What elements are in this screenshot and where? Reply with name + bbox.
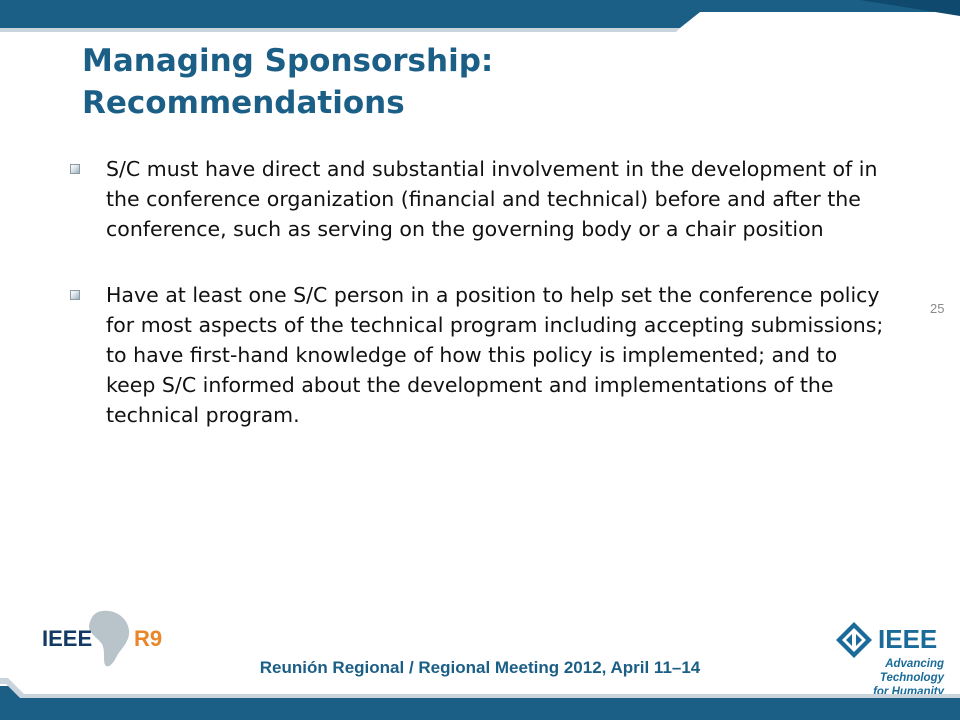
top-header-band	[0, 0, 960, 36]
ieee-wordmark: IEEE	[878, 624, 938, 654]
slide-number: 25	[930, 301, 945, 316]
bullet-list	[70, 154, 890, 466]
ieee-tagline-line-1: Advancing Technology	[879, 658, 944, 684]
bullet-text-1: S/C must have direct and substantial involvement in the development of in the conference organization (financial and technical) before and after the conference, such as serving on the governing body or a chair position	[106, 157, 878, 241]
ieee-r9-logo-ieee: IEEE	[42, 626, 93, 651]
slide-title-line-2: Recommendations	[82, 85, 405, 121]
bullet-text-2: Have at least one S/C person in a position to help set the conference policy for most aspects of the technical program including accepting submissions; to have first-hand knowledge of how this policy is implemented; and to keep S/C informed about the development and implementations of the technical program.	[106, 283, 884, 427]
bullet-item-1	[70, 154, 890, 244]
footer-meeting-text: Reunión Regional / Regional Meeting 2012, April 11–14	[259, 658, 701, 677]
square-bullet-icon	[70, 164, 80, 174]
bottom-footer-band	[0, 678, 960, 720]
ieee-r9-logo	[40, 606, 170, 670]
ieee-r9-logo-region: R9	[134, 626, 163, 651]
slide-title-line-1: Managing Sponsorship:	[82, 43, 494, 79]
bullet-item-2	[70, 280, 890, 430]
slide-title	[82, 40, 902, 124]
square-bullet-icon	[70, 290, 80, 300]
ieee-tagline-line-2: for Humanity	[873, 686, 944, 698]
